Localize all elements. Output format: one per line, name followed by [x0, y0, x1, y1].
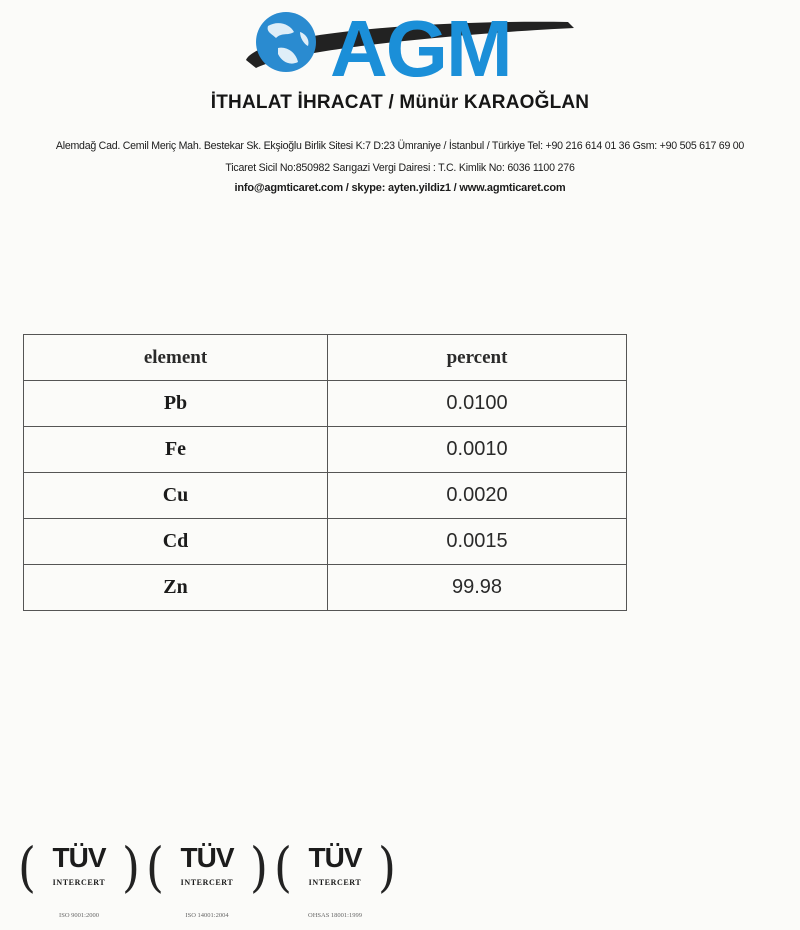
- iso-standard: ISO 9001:2000: [59, 912, 99, 919]
- table-row: [24, 519, 627, 565]
- table-row: [24, 427, 627, 473]
- tuv-cert-logo: [18, 835, 140, 924]
- percent-cell: 99.98: [328, 565, 627, 611]
- header-percent: percent: [328, 335, 627, 381]
- cert-bracket-right: ): [250, 835, 268, 899]
- percent-cell: 0.0015: [328, 519, 627, 565]
- cert-bracket-left: (: [274, 835, 292, 899]
- element-cell: Zn: [24, 565, 328, 611]
- table-row: [24, 381, 627, 427]
- tuv-mark: TÜV: [52, 842, 106, 873]
- company-name: İTHALAT İHRACAT / Münür KARAOĞLAN: [210, 92, 590, 113]
- element-cell: Fe: [24, 427, 328, 473]
- cert-bracket-right: ): [378, 835, 396, 899]
- intercert-label: INTERCERT: [180, 878, 234, 887]
- percent-cell: 0.0010: [328, 427, 627, 473]
- composition-table: [23, 334, 627, 611]
- table-row: [24, 565, 627, 611]
- certification-logos: [18, 835, 398, 926]
- tuv-mark: TÜV: [180, 842, 234, 873]
- agm-logo: [238, 2, 578, 88]
- intercert-label: INTERCERT: [308, 878, 362, 887]
- contact-line: info@agmticaret.com / skype: ayten.yildiz1 / www.agmticaret.com: [234, 182, 566, 194]
- tuv-cert-logo: [146, 835, 268, 924]
- element-cell: Cd: [24, 519, 328, 565]
- registry-line: Ticaret Sicil No:850982 Sarıgazi Vergi Dairesi : T.C. Kimlik No: 6036 1100 276: [225, 162, 575, 174]
- iso-standard: ISO 14001:2004: [185, 912, 229, 919]
- agm-logo-graphic: [238, 2, 578, 88]
- percent-cell: 0.0020: [328, 473, 627, 519]
- element-cell: Pb: [24, 381, 328, 427]
- element-cell: Cu: [24, 473, 328, 519]
- cert-bracket-left: (: [146, 835, 164, 899]
- tuv-cert-logo: [274, 835, 396, 924]
- iso-standard: OHSAS 18001:1999: [308, 912, 362, 919]
- table-row: [24, 473, 627, 519]
- letterhead: [0, 0, 800, 210]
- logo-wordmark: AGM: [330, 4, 511, 88]
- table-header-row: [24, 335, 627, 381]
- address-line: Alemdağ Cad. Cemil Meriç Mah. Bestekar Sk. Ekşioğlu Birlik Sitesi K:7 D:23 Ümraniye / İstanbul / Türkiye Tel: +90 216 614 01 36 Gsm: +90 505 617 69 00: [55, 140, 745, 152]
- cert-bracket-right: ): [122, 835, 140, 899]
- percent-cell: 0.0100: [328, 381, 627, 427]
- header-element: element: [24, 335, 328, 381]
- tuv-mark: TÜV: [308, 842, 362, 873]
- intercert-label: INTERCERT: [52, 878, 106, 887]
- cert-bracket-left: (: [18, 835, 36, 899]
